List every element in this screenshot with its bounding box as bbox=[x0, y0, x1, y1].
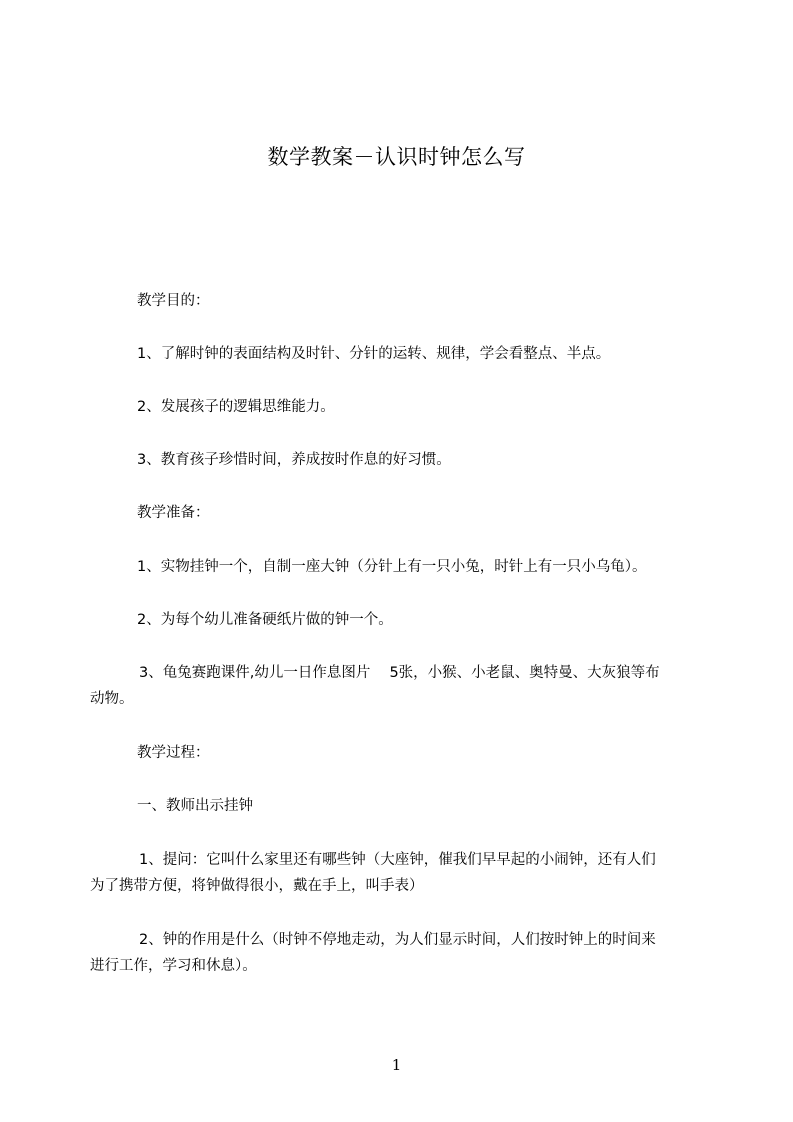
paragraph-process-1-line-2: 为了携带方便，将钟做得很小，戴在手上，叫手表） bbox=[90, 878, 424, 894]
paragraph-process-2-line-1: 2、钟的作用是什么（时钟不停地走动，为人们显示时间，人们按时钟上的时间来 bbox=[139, 932, 656, 948]
paragraph-objective-3: 3、教育孩子珍惜时间，养成按时作息的好习惯。 bbox=[137, 452, 451, 468]
page-number: 1 bbox=[391, 1056, 402, 1074]
paragraph-preparation-3-line-1: 3、龟兔赛跑课件,幼儿一日作息图片 5张，小猴、小老鼠、奥特曼、大灰狼等布 bbox=[139, 665, 660, 681]
paragraph-preparation-2: 2、为每个幼儿准备硬纸片做的钟一个。 bbox=[137, 612, 393, 628]
document-title: 数学教案－认识时钟怎么写 bbox=[267, 145, 526, 169]
paragraph-process-2-line-2: 进行工作，学习和休息）。 bbox=[90, 958, 257, 974]
paragraph-process-1-line-1: 1、提问：它叫什么家里还有哪些钟（大座钟，催我们早早起的小闹钟，还有人们 bbox=[139, 852, 656, 868]
section-heading-process: 教学过程： bbox=[137, 745, 210, 761]
paragraph-objective-1: 1、了解时钟的表面结构及时针、分针的运转、规律，学会看整点、半点。 bbox=[137, 346, 611, 362]
paragraph-preparation-1: 1、实物挂钟一个，自制一座大钟（分针上有一只小兔，时针上有一只小乌龟）。 bbox=[137, 559, 647, 575]
section-heading-preparation: 教学准备： bbox=[137, 505, 210, 521]
paragraph-objective-2: 2、发展孩子的逻辑思维能力。 bbox=[137, 399, 335, 415]
section-heading-objectives: 教学目的： bbox=[137, 293, 210, 309]
paragraph-process-heading-1: 一、教师出示挂钟 bbox=[137, 798, 253, 814]
paragraph-preparation-3-line-2: 动物。 bbox=[90, 691, 134, 707]
